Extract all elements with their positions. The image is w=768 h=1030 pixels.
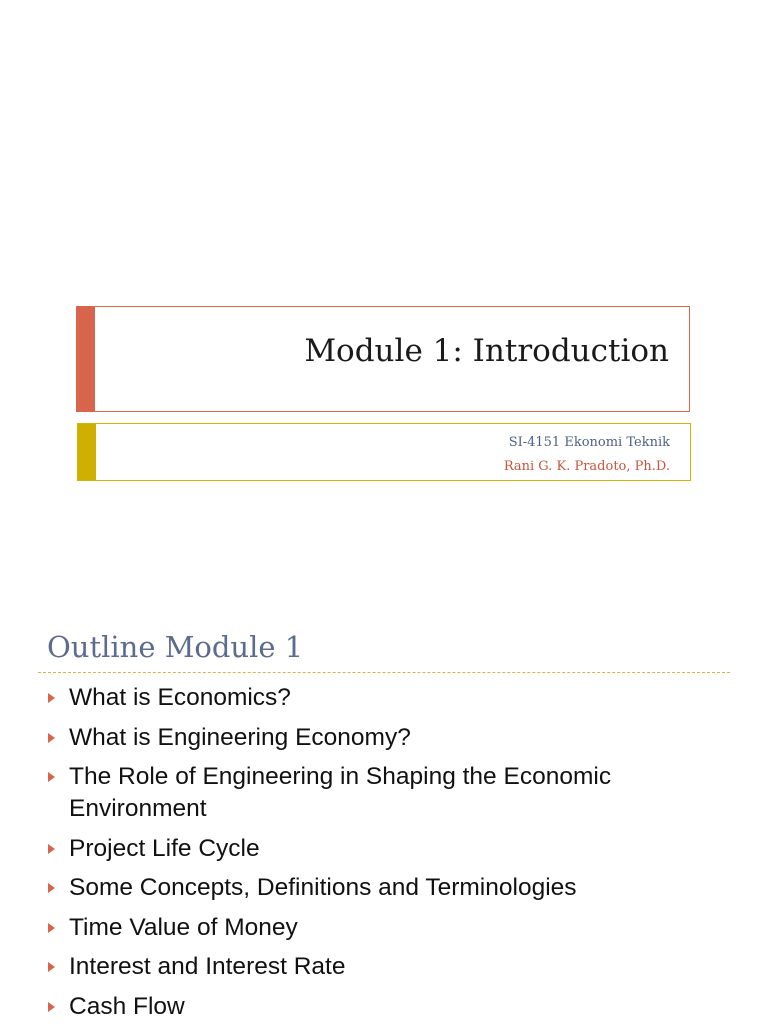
list-item-text: What is Engineering Economy?: [69, 723, 411, 751]
list-item: [46, 722, 736, 754]
slide-title: Module 1: Introduction: [304, 333, 669, 369]
list-item: [46, 912, 736, 944]
list-item-text: Time Value of Money: [69, 913, 298, 941]
outline-list: [46, 682, 736, 1030]
triangle-right-icon: [48, 772, 55, 782]
triangle-right-icon: [48, 883, 55, 893]
list-item: [46, 761, 736, 825]
list-item: [46, 951, 736, 983]
triangle-right-icon: [48, 1002, 55, 1012]
triangle-right-icon: [48, 962, 55, 972]
list-item: [46, 833, 736, 865]
list-item: [46, 682, 736, 714]
list-item: [46, 991, 736, 1023]
outline-title: Outline Module 1: [47, 630, 304, 664]
triangle-right-icon: [48, 733, 55, 743]
title-divider: [38, 672, 730, 673]
list-item-text: Some Concepts, Definitions and Terminologies: [69, 874, 577, 901]
author-name: Rani G. K. Pradoto, Ph.D.: [503, 459, 670, 474]
triangle-right-icon: [48, 923, 55, 933]
list-item: [46, 872, 736, 904]
triangle-right-icon: [48, 844, 55, 854]
title-box: [76, 306, 690, 412]
list-item-text: The Role of Engineering in Shaping the Economic Environment: [69, 763, 612, 822]
title-accent-bar: [77, 307, 95, 411]
subtitle-accent-bar: [78, 424, 96, 480]
subtitle-box: [77, 423, 691, 481]
list-item-text: What is Economics?: [69, 684, 291, 711]
list-item-text: Interest and Interest Rate: [69, 953, 346, 980]
list-item-text: Cash Flow: [69, 992, 185, 1020]
outline-slide: [0, 576, 768, 1024]
list-item-text: Project Life Cycle: [69, 834, 260, 862]
course-name: SI-4151 Ekonomi Teknik: [508, 435, 670, 450]
triangle-right-icon: [48, 693, 55, 703]
